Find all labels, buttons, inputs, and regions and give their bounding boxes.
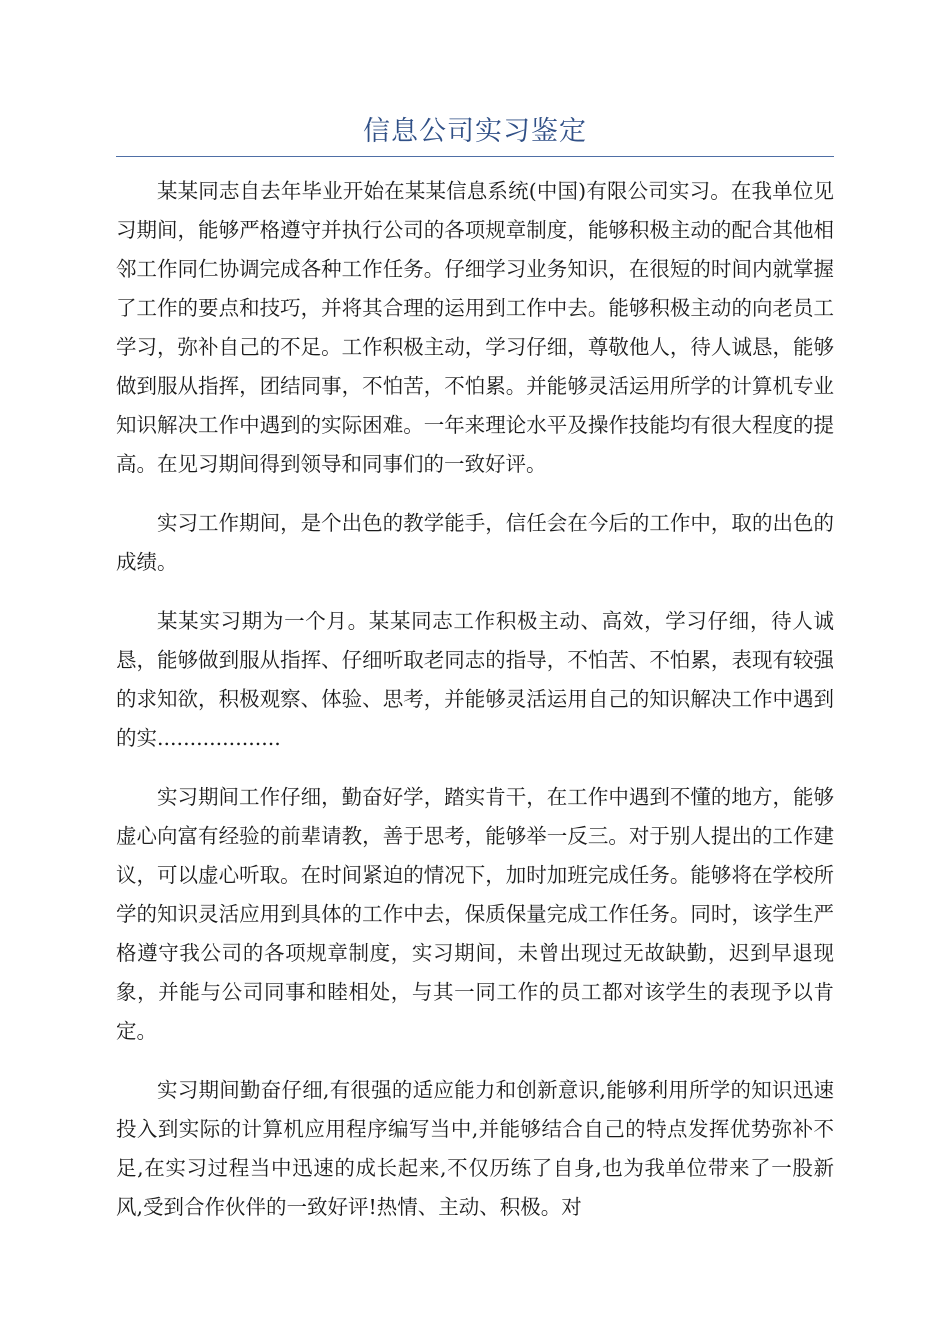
document-title: 信息公司实习鉴定	[363, 116, 587, 147]
title-block	[116, 112, 834, 157]
paragraph-2: 实习工作期间，是个出色的教学能手，信任会在今后的工作中，取的出色的成绩。	[116, 511, 834, 574]
paragraph-5: 实习期间勤奋仔细,有很强的适应能力和创新意识,能够利用所学的知识迅速投入到实际的计算机应用程序编写当中,并能够结合自己的特点发挥优势弥补不足,在实习过程当中迅速的成长起来,不仅历练了自身,也为我单位带来了一股新风,受到合作伙伴的一致好评!热情、主动、积极。对	[116, 1078, 834, 1219]
paragraph-4: 实习期间工作仔细，勤奋好学，踏实肯干，在工作中遇到不懂的地方，能够虚心向富有经验的前辈请教，善于思考，能够举一反三。对于别人提出的工作建议，可以虚心听取。在时间紧迫的情况下，加时加班完成任务。能够将在学校所学的知识灵活应用到具体的工作中去，保质保量完成工作任务。同时，该学生严格遵守我公司的各项规章制度，实习期间，未曾出现过无故缺勤，迟到早退现象，并能与公司同事和睦相处，与其一同工作的员工都对该学生的表现予以肯定。	[116, 785, 834, 1043]
document-body	[116, 172, 834, 1247]
paragraph-1: 某某同志自去年毕业开始在某某信息系统(中国)有限公司实习。在我单位见习期间，能够严格遵守并执行公司的各项规章制度，能够积极主动的配合其他相邻工作同仁协调完成各种工作任务。仔细学习业务知识，在很短的时间内就掌握了工作的要点和技巧，并将其合理的运用到工作中去。能够积极主动的向老员工学习，弥补自己的不足。工作积极主动，学习仔细，尊敬他人，待人诚恳，能够做到服从指挥，团结同事，不怕苦，不怕累。并能够灵活运用所学的计算机专业知识解决工作中遇到的实际困难。一年来理论水平及操作技能均有很大程度的提高。在见习期间得到领导和同事们的一致好评。	[116, 179, 834, 476]
paragraph-3: 某某实习期为一个月。某某同志工作积极主动、高效，学习仔细，待人诚恳，能够做到服从指挥、仔细听取老同志的指导，不怕苦、不怕累，表现有较强的求知欲，积极观察、体验、思考，并能够灵活运用自己的知识解决工作中遇到的实...................	[116, 609, 834, 750]
